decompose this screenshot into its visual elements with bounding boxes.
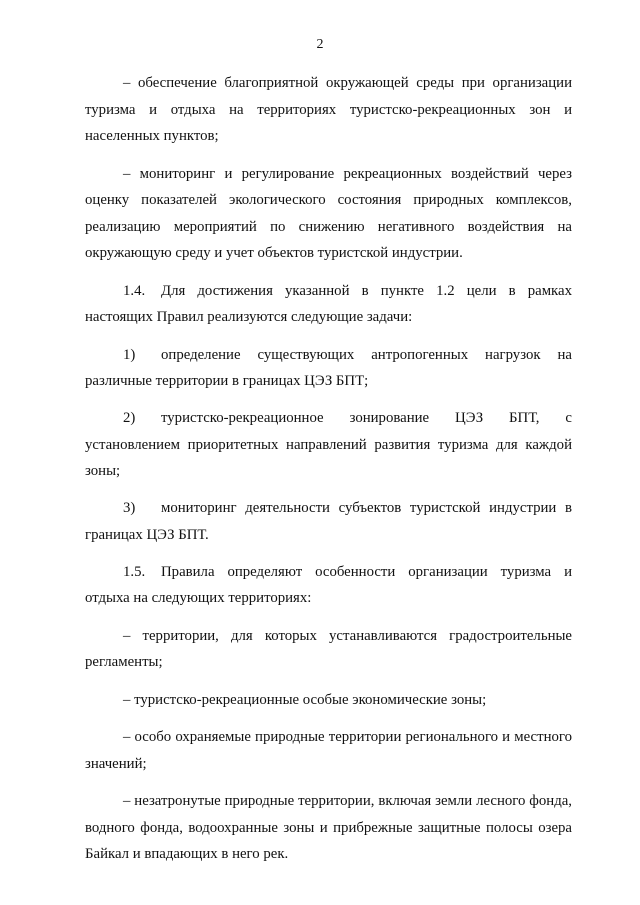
paragraph-text: – мониторинг и регулирование рекреационных воздействий через оценку показателей экологического состояния природных комплексов, реализацию мероприятий по снижению негативного воздействия на окружающую среду и учет объектов туристской индустрии. <box>85 165 572 261</box>
section-number: 1.5. <box>123 563 146 580</box>
paragraph-bullet-monitoring <box>85 161 572 267</box>
paragraph-bullet-protected-areas <box>85 724 572 777</box>
list-item-2 <box>85 405 572 485</box>
paragraph-text: – особо охраняемые природные территории регионального и местного значений; <box>85 729 572 772</box>
paragraph-text: – незатронутые природные территории, включая земли лесного фонда, водного фонда, водоохранные зоны и прибрежные защитные полосы озера Байкал и впадающих в него рек. <box>85 793 572 862</box>
list-number: 2) <box>123 410 136 426</box>
paragraph-bullet-natural-territories <box>85 788 572 868</box>
paragraph-text: – туристско-рекреационные особые экономические зоны; <box>123 691 487 708</box>
paragraph-section-1-5 <box>85 559 572 612</box>
paragraph-bullet-urban-territories <box>85 623 572 676</box>
page-number: 2 <box>316 37 324 52</box>
section-number: 1.4. <box>123 282 146 299</box>
list-item-3 <box>85 495 572 548</box>
paragraph-section-1-4 <box>85 278 572 331</box>
paragraph-text: – территории, для которых устанавливаются градостроительные регламенты; <box>85 627 572 670</box>
list-number: 3) <box>123 500 136 516</box>
paragraph-bullet-environment <box>85 70 572 150</box>
paragraph-text: Правила определяют особенности организации туризма и отдыха на следующих территориях: <box>85 563 572 606</box>
paragraph-text: Для достижения указанной в пункте 1.2 цели в рамках настоящих Правил реализуются следующие задачи: <box>85 282 572 325</box>
document-body <box>85 70 572 879</box>
paragraph-bullet-economic-zones <box>85 687 572 714</box>
paragraph-text: – обеспечение благоприятной окружающей среды при организации туризма и отдыха на территориях туристско-рекреационных зон и населенных пунктов; <box>85 75 572 144</box>
list-item-1 <box>85 342 572 395</box>
list-item-text: туристско-рекреационное зонирование ЦЭЗ БПТ, с установлением приоритетных направлений развития туризма для каждой зоны; <box>85 410 572 479</box>
list-item-text: мониторинг деятельности субъектов туристской индустрии в границах ЦЭЗ БПТ. <box>85 500 572 543</box>
list-number: 1) <box>123 346 136 363</box>
list-item-text: определение существующих антропогенных нагрузок на различные территории в границах ЦЭЗ БПТ; <box>85 346 572 389</box>
